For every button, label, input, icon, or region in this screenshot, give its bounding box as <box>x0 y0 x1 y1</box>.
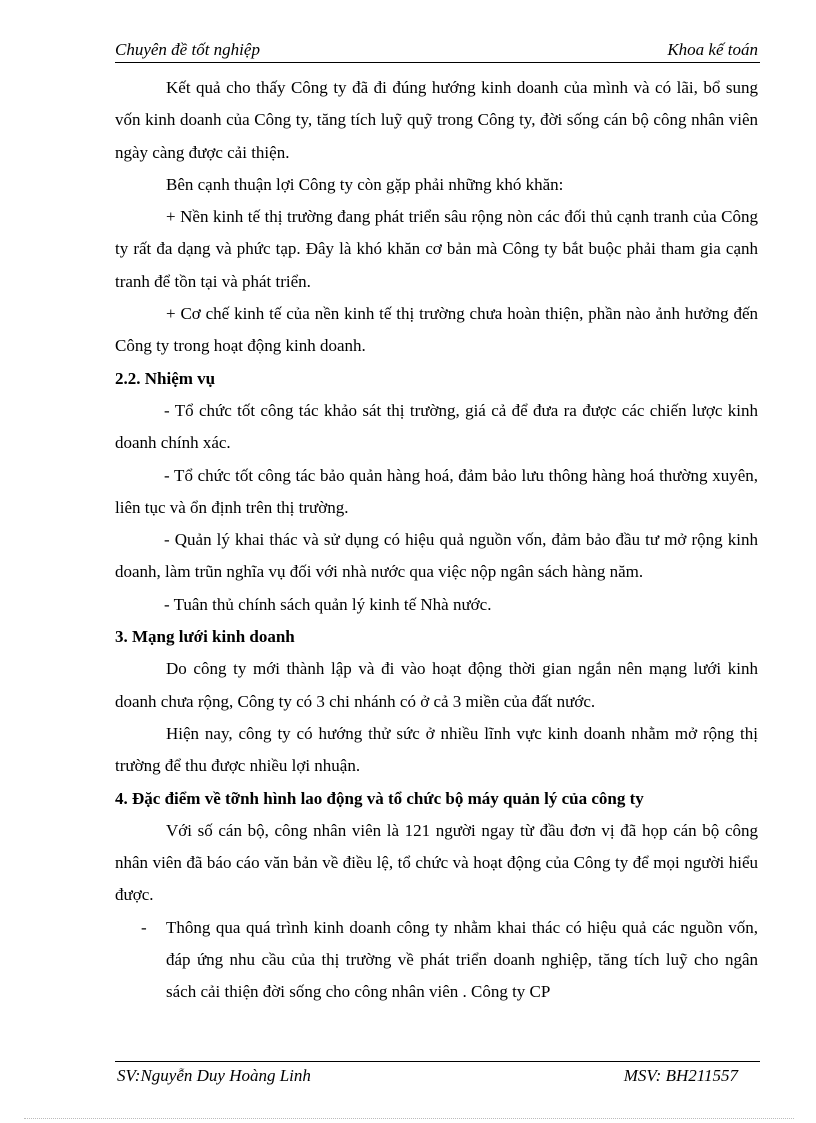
header-right-title: Khoa kế toán <box>667 40 758 59</box>
bullet-mark: - <box>141 917 147 937</box>
paragraph: + Nền kinh tế thị trường đang phát triển sâu rộng nòn các đối thủ cạnh tranh của Công ty rất đa dạng và phức tạp. Đây là khó khăn cơ bản mà Công ty bắt buộc phải tham gia cạnh tranh để tồn tại và phát triển. <box>115 207 758 291</box>
page-bottom-divider <box>24 1118 794 1119</box>
section-heading: 4. Đặc điểm về tỡnh hình lao động và tổ chức bộ máy quản lý của công ty <box>115 788 644 808</box>
paragraph: Kết quả cho thấy Công ty đã đi đúng hướng kinh doanh của mình và có lãi, bổ sung vốn kinh doanh của Công ty, tăng tích luỹ quỹ trong Công ty, đời sống cán bộ công nhân viên ngày càng được cải thiện. <box>115 78 758 162</box>
footer-student-name: SV:Nguyễn Duy Hoàng Linh <box>117 1066 311 1085</box>
header-left-title: Chuyên đề tốt nghiệp <box>115 40 260 59</box>
paragraph: - Tổ chức tốt công tác bảo quản hàng hoá, đảm bảo lưu thông hàng hoá thường xuyên, liên tục và ổn định trên thị trường. <box>115 465 758 517</box>
section-heading: 2.2. Nhiệm vụ <box>115 368 216 388</box>
paragraph: Với số cán bộ, công nhân viên là 121 người ngay từ đầu đơn vị đã họp cán bộ công nhân viên đã báo cáo văn bản về điều lệ, tổ chức và hoạt động của Công ty để mọi người hiểu được. <box>115 820 758 905</box>
bullet-text: Thông qua quá trình kinh doanh công ty nhằm khai thác có hiệu quả các nguồn vốn, đáp ứng nhu cầu của thị trường về phát triển doanh nghiệp, tăng tích luỹ cho ngân sách cải thiện đời sống cho công nhân viên . Công ty CP <box>166 917 758 1002</box>
footer-student-id: MSV: BH211557 <box>623 1066 738 1085</box>
paragraph: Bên cạnh thuận lợi Công ty còn gặp phải những khó khăn: <box>166 174 564 194</box>
paragraph: - Tuân thủ chính sách quản lý kinh tế Nhà nước. <box>164 594 492 614</box>
paragraph: + Cơ chế kinh tế của nền kinh tế thị trường chưa hoàn thiện, phần nào ảnh hưởng đến Công ty trong hoạt động kinh doanh. <box>115 304 758 356</box>
page-footer <box>115 1061 760 1092</box>
section-heading: 3. Mạng lưới kinh doanh <box>115 627 295 647</box>
document-body <box>115 72 758 1009</box>
paragraph: Hiện nay, công ty có hướng thử sức ở nhiều lĩnh vực kinh doanh nhằm mở rộng thị trường để thu được nhiều lợi nhuận. <box>115 723 758 776</box>
bullet-paragraph <box>115 912 758 1009</box>
paragraph: Do công ty mới thành lập và đi vào hoạt động thời gian ngắn nên mạng lưới kinh doanh chưa rộng, Công ty có 3 chi nhánh có ở cả 3 miền của đất nước. <box>115 659 758 711</box>
paragraph: - Tổ chức tốt công tác khảo sát thị trường, giá cả để đưa ra được các chiến lược kinh doanh chính xác. <box>115 400 758 453</box>
page-header <box>115 38 760 63</box>
paragraph: - Quản lý khai thác và sử dụng có hiệu quả nguồn vốn, đảm bảo đầu tư mở rộng kinh doanh, làm trũn nghĩa vụ đối với nhà nước qua việc nộp ngân sách hàng năm. <box>115 530 758 582</box>
